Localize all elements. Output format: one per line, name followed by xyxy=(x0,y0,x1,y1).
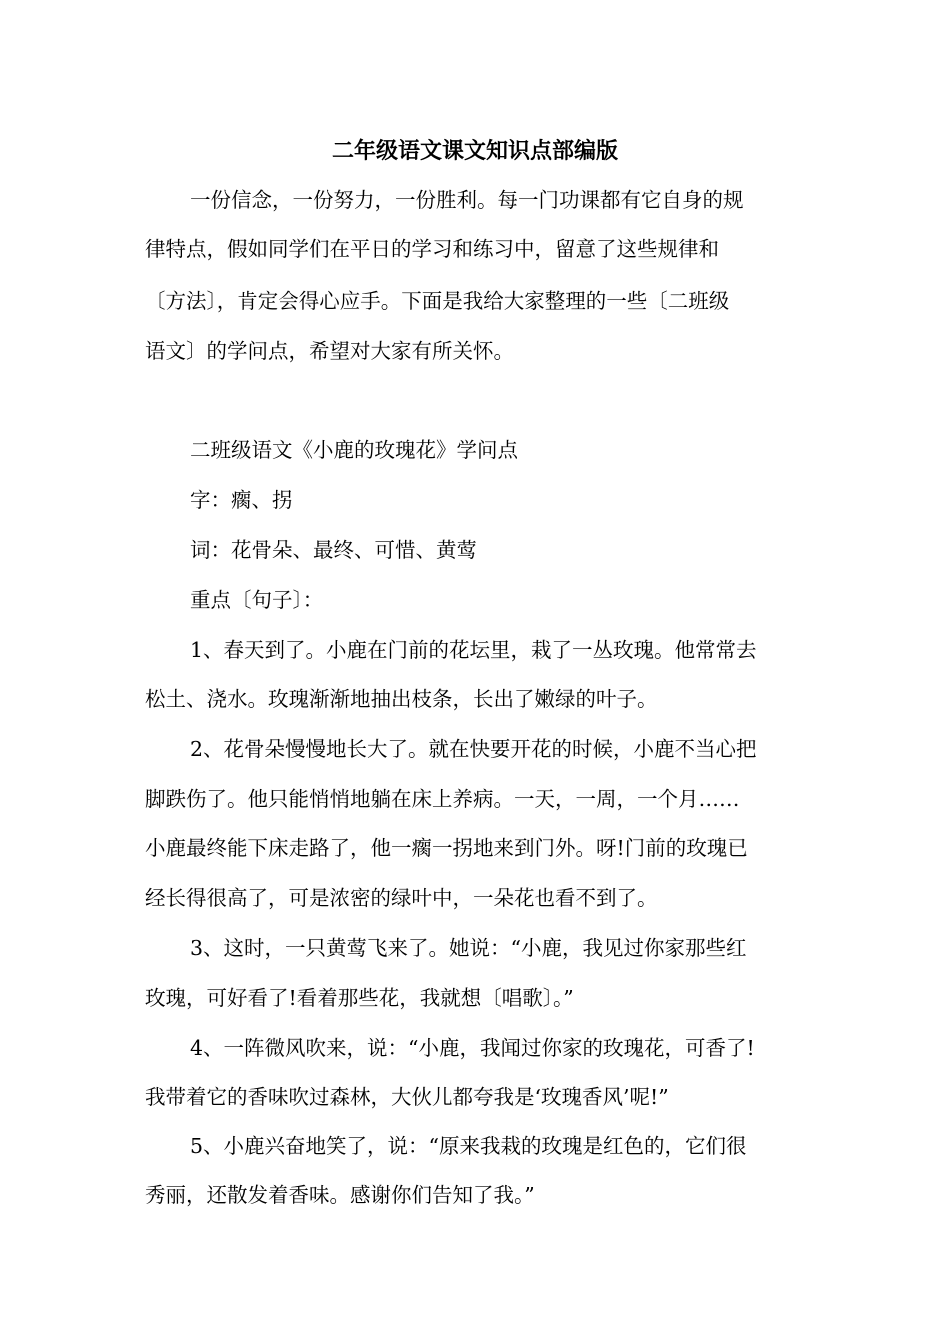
section-heading: 二班级语文《小鹿的玫瑰花》学问点 xyxy=(190,438,518,462)
sentence-line: 秀丽，还散发着香味。感谢你们告知了我。” xyxy=(145,1183,535,1207)
words-line: 词：花骨朵、最终、可惜、黄莺 xyxy=(190,538,477,562)
intro-line: 〔方法〕，肯定会得心应手。下面是我给大家整理的一些〔二班级 xyxy=(145,289,730,313)
sentence-line: 脚跌伤了。他只能悄悄地躺在床上养病。一天，一周，一个月…… xyxy=(145,787,740,811)
sentence-line: 我带着它的香味吹过森林，大伙儿都夸我是‘玫瑰香风’呢!” xyxy=(145,1085,669,1109)
sentence-line: 4、一阵微风吹来，说：“小鹿，我闻过你家的玫瑰花，可香了! xyxy=(190,1036,755,1060)
sentence-line: 经长得很高了，可是浓密的绿叶中，一朵花也看不到了。 xyxy=(145,886,658,910)
intro-line: 一份信念，一份努力，一份胜利。每一门功课都有它自身的规 xyxy=(190,188,744,212)
intro-line: 语文〕的学问点，希望对大家有所关怀。 xyxy=(145,339,514,363)
sentence-line: 小鹿最终能下床走路了，他一瘸一拐地来到门外。呀!门前的玫瑰已 xyxy=(145,836,748,860)
intro-line: 律特点，假如同学们在平日的学习和练习中，留意了这些规律和 xyxy=(145,237,719,261)
sentence-line: 玫瑰，可好看了!看着那些花，我就想〔唱歌〕。” xyxy=(145,986,574,1010)
sentence-line: 1、春天到了。小鹿在门前的花坛里，栽了一丛玫瑰。他常常去 xyxy=(190,638,757,662)
document-title: 二年级语文课文知识点部编版 xyxy=(331,138,618,164)
chars-line: 字：瘸、拐 xyxy=(190,488,293,512)
key-sentences-label: 重点〔句子〕： xyxy=(190,588,324,612)
sentence-line: 5、小鹿兴奋地笑了，说：“原来我栽的玫瑰是红色的，它们很 xyxy=(190,1134,747,1158)
sentence-line: 2、花骨朵慢慢地长大了。就在快要开花的时候，小鹿不当心把 xyxy=(190,737,757,761)
sentence-line: 3、这时，一只黄莺飞来了。她说：“小鹿，我见过你家那些红 xyxy=(190,936,747,960)
sentence-line: 松土、浇水。玫瑰渐渐地抽出枝条，长出了嫩绿的叶子。 xyxy=(145,687,658,711)
